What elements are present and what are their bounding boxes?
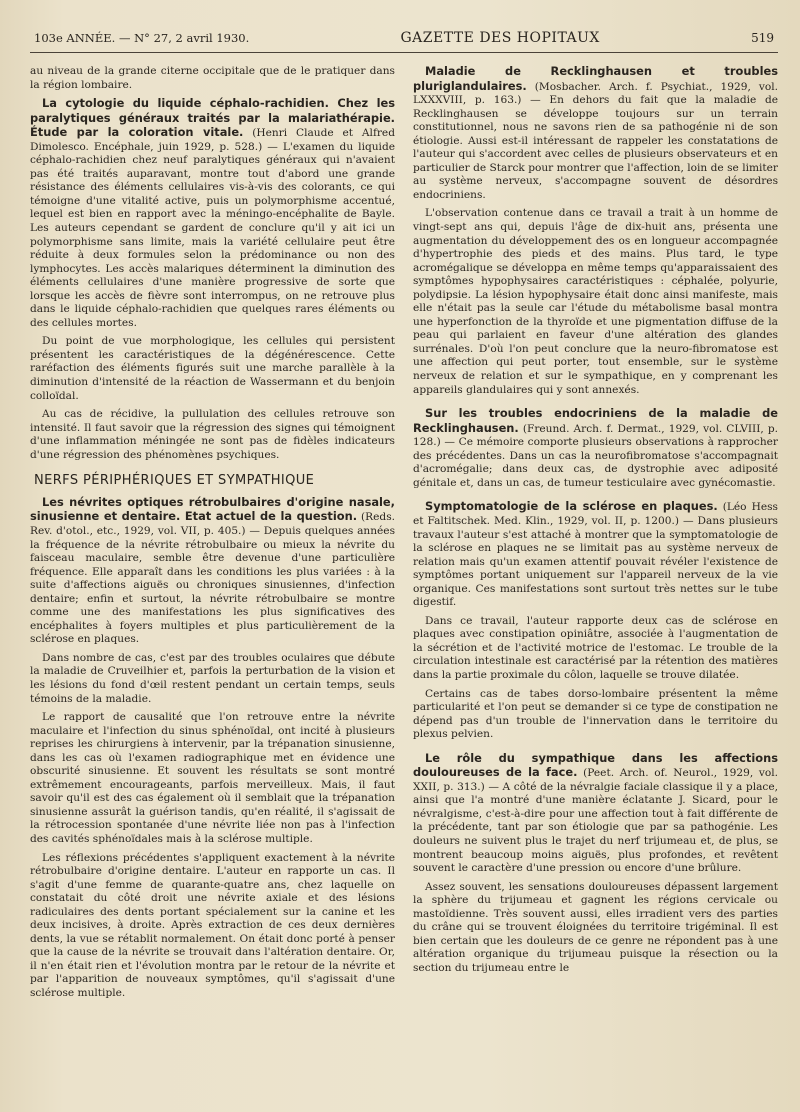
article-sympathique bbox=[413, 752, 778, 976]
article-paragraph: L'observation contenue dans ce travail a trait à un homme de vingt-sept ans qui, depuis l'âge de dix-huit ans, présenta une augmentation du développement des os en longueur accompagnée d'hypertrophie des pieds et des mains. Plus tard, le type acromégalique se développa en même temps qu'apparaissaient des symptômes hypophysaires caractéristiques : céphalée, polyurie, polydipsie. La lésion hypophysaire était donc ainsi manifeste, mais elle n'était pas la seule car l'étude du métabolisme basal montra une hyperfonction de la thyroïde et une pigmentation diffuse de la peau qui parlaient en faveur d'une altération des glandes surrénales. D'où l'on peut conclure que la neuro-fibromatose est une affection qui peut porter, tout ensemble, sur le système nerveux de relation et sur le sympathique, en y comprenant les appareils glandulaires qui y sont annexés. bbox=[413, 207, 778, 396]
journal-title: GAZETTE DES HOPITAUX bbox=[400, 30, 600, 46]
article-sclerose bbox=[413, 500, 778, 741]
article-title: Sur les troubles endocriniens de la maladie de Recklinghausen. bbox=[413, 406, 778, 435]
article-recklinghausen bbox=[413, 65, 778, 397]
article-reference: (Henri Claude et Alfred Dimolesco. Encéphale, juin 1929, p. 528.) bbox=[30, 127, 395, 153]
article-title: Les névrites optiques rétrobulbaires d'origine nasale, sinusienne et dentaire. Etat actuel de la question. bbox=[30, 494, 395, 524]
article-paragraph: Certains cas de tabes dorso-lombaire présentent la même particularité et l'on peut se demander si ce type de constipation ne dépend pas d'un trouble de l'innervation dans le territoire du plexus pelvien. bbox=[413, 687, 778, 741]
article-paragraph: Au cas de récidive, la pullulation des cellules retrouve son intensité. Il faut savoir que la régression des signes qui témoignent d'une inflammation méningée ne sont pas de fidèles indicateurs d'une régression des phénomènes psychiques. bbox=[30, 408, 395, 461]
article-text: — Ce mémoire comporte plusieurs observations à rapprocher des précédentes. Dans un cas la neurofibromatose s'accompagnait d'acromégalie; dans deux cas, de dystrophie avec adiposité génitale et, dans un cas, de tumeur testiculaire avec gynécomastie. bbox=[413, 436, 778, 489]
text-columns bbox=[30, 65, 778, 1105]
article-paragraph: Le rapport de causalité que l'on retrouve entre la névrite maculaire et l'infection du sinus sphénoïdal, ont incité à plusieurs reprises les chirurgiens à intervenir, par la trépanation sinusienne, dans les cas où l'examen radiographique met en évidence une obscurité sinusienne. Et souvent les résultats se sont montré extrêmement encourageants, parfois merveilleux. Mais, il faut savoir qu'il est des cas également où il semblait que la trépanation sinusienne assurât la guérison tandis, qu'en réalité, il s'agissait de la rétrocession spontanée d'une névrite liée non pas à l'infection des cavités sphénoïdales mais à la sclérose multiple. bbox=[30, 711, 395, 845]
page-number: 519 bbox=[751, 31, 774, 45]
article-paragraph: Dans ce travail, l'auteur rapporte deux cas de sclérose en plaques avec constipation opiniâtre, associée à l'augmentation de la sécrétion et de l'activité motrice de l'estomac. Le trouble de la circulation intestinale est caractérisé par la rétention des matières dans la partie proximale du côlon, laquelle se trouve dilatée. bbox=[413, 614, 778, 681]
article-text: — L'examen du liquide céphalo-rachidien chez neuf paralytiques généraux qui n'avaient pas été traités auparavant, montre tout d'abord une grande résistance des éléments cellulaires vis-à-vis des colorants, ce qui témoigne d'une vitalité active, puis un polymorphisme accentué, lequel est bien en rapport avec la méningo-encéphalite de Bayle. Les auteurs cependant se gardent de conclure qu'il y ait ici un polymorphisme sans limite, mais la variété cellulaire peut être réduite à deux formules selon la prédominance ou non des lymphocytes. Les accès malariques déterminent la diminution des éléments cellulaires d'une manière progressive de sorte que lorsque les accès de fièvre sont interrompus, on ne retrouve plus dans le liquide céphalo-rachidien que quelques rares éléments ou des cellules mortes. bbox=[30, 140, 395, 329]
article-paragraph: Du point de vue morphologique, les cellules qui persistent présentent les caractéristiques de la dégénérescence. Cette raréfaction des éléments figurés suit une marche parallèle à la diminution d'intensité de la réaction de Wassermann et du benjoin colloïdal. bbox=[30, 335, 395, 402]
article-title: Le rôle du sympathique dans les affections douloureuses de la face. bbox=[413, 750, 778, 780]
page-header bbox=[30, 24, 778, 53]
article-text: — Depuis quelques années la fréquence de la névrite rétrobulbaire ou mieux la névrite du faisceau maculaire, semble être devenue d'une particulière fréquence. Elle apparaît dans les conditions les plus variées : à la suite d'affections aiguës ou chroniques sinusiennes, d'infection dentaire; enfin et surtout, la névrite rétrobulbaire se montre comme une des manifestations les plus significatives des encéphalites à foyers multiples et plus particulièrement de la sclérose en plaques. bbox=[30, 524, 395, 646]
intro-paragraph: au niveau de la grande citerne occipitale que de le pratiquer dans la région lombaire. bbox=[30, 65, 395, 91]
article-reference: (Reds. Rev. d'otol., etc., 1929, vol. VII, p. 405.) bbox=[30, 511, 395, 537]
article-text: — En dehors du fait que la maladie de Recklinghausen se développe toujours sur un terrain constitutionnel, nous ne savons rien de sa pathogénie ni de son étiologie. Aussi est-il intéressant de rappeler les constatations de l'auteur qui s'accordent avec celles de plusieurs observateurs et en particulier de Starck pour montrer que l'affection, loin de se limiter au système nerveux, s'accompagne souvent de désordres endocriniens. bbox=[413, 94, 778, 201]
section-heading: NERFS PÉRIPHÉRIQUES ET SYMPATHIQUE bbox=[34, 473, 315, 489]
left-column bbox=[30, 65, 395, 1105]
article-endocriniens bbox=[413, 407, 778, 490]
article-reference: (Freund. Arch. f. Dermat., 1929, vol. CLVIII, p. 128.) bbox=[413, 422, 778, 449]
article-paragraph: Les réflexions précédentes s'appliquent exactement à la névrite rétrobulbaire d'origine dentaire. L'auteur en rapporte un cas. Il s'agit d'une femme de quarante-quatre ans, chez laquelle on constatait du côté droit une névrite axiale et des lésions radiculaires des dents portant spécialement sur la canine et les deux incisives, à droite. Après extraction de ces deux dernières dents, la vue se rétablit normalement. On était donc porté à penser que la cause de la névrite se trouvait dans l'altération dentaire. Or, il n'en était rien et l'évolution montra par le retour de la névrite et par l'apparition de nouveaux symptômes, qu'il s'agissait d'une sclérose multiple. bbox=[30, 851, 395, 999]
article-title: Symptomatologie de la sclérose en plaques. bbox=[425, 499, 718, 514]
article-title: Maladie de Recklinghausen et troubles pluriglandulaires. bbox=[413, 65, 778, 93]
issue-info: 103e ANNÉE. — N° 27, 2 avril 1930. bbox=[34, 31, 250, 45]
article-cytology bbox=[30, 97, 395, 462]
article-reference: (Peet. Arch. of. Neurol., 1929, vol. XXII, p. 313.) bbox=[413, 767, 778, 793]
right-column bbox=[413, 65, 778, 1105]
article-reference: (Mosbacher. Arch. f. Psychiat., 1929, vol. LXXXVIII, p. 163.) bbox=[413, 80, 778, 107]
article-title: La cytologie du liquide céphalo-rachidien. Chez les paralytiques généraux traités par la malariathérapie. Étude par la coloration vitale. bbox=[30, 96, 395, 140]
article-nevrites bbox=[30, 496, 395, 1001]
article-paragraph: Dans nombre de cas, c'est par des troubles oculaires que débute la maladie de Cruveilhier et, parfois la perturbation de la vision et les lésions du fond d'œil restent pendant un certain temps, seuls témoins de la maladie. bbox=[30, 651, 395, 705]
article-reference: (Léo Hess et Faltitschek. Med. Klin., 1929, vol. II, p. 1200.) bbox=[413, 501, 778, 527]
article-text: — Dans plusieurs travaux l'auteur s'est attaché à montrer que la symptomatologie de la sclérose en plaques ne se limitait pas au système nerveux de relation mais qu'un examen attentif pouvait révéler l'existence de symptômes portant uniquement sur l'appareil nerveux de la vie organique. Ces manifestations sont surtout très nettes sur le tube digestif. bbox=[413, 514, 778, 609]
article-text: — A côté de la névralgie faciale classique il y a place, ainsi que l'a montré d'une manière éclatante J. Sicard, pour le névralgisme, c'est-à-dire pour une affection tout à fait différente de la précédente, tant par son étiologie que par sa pathogénie. Les douleurs ne suivent plus le trajet du nerf trijumeau et, de plus, se montrent beaucoup moins aiguës, plus profondes, et revêtent souvent le caractère d'une pression ou encore d'une brûlure. bbox=[413, 780, 778, 875]
article-paragraph: Assez souvent, les sensations douloureuses dépassent largement la sphère du trijumeau et gagnent les régions cervicale ou mastoïdienne. Très souvent aussi, elles irradient vers des parties du crâne qui se trouvent éloignées du territoire trigéminal. Il est bien certain que les douleurs de ce genre ne répondent pas à une altération organique du trijumeau puisque la résection ou la section du trijumeau entre le bbox=[413, 880, 778, 974]
